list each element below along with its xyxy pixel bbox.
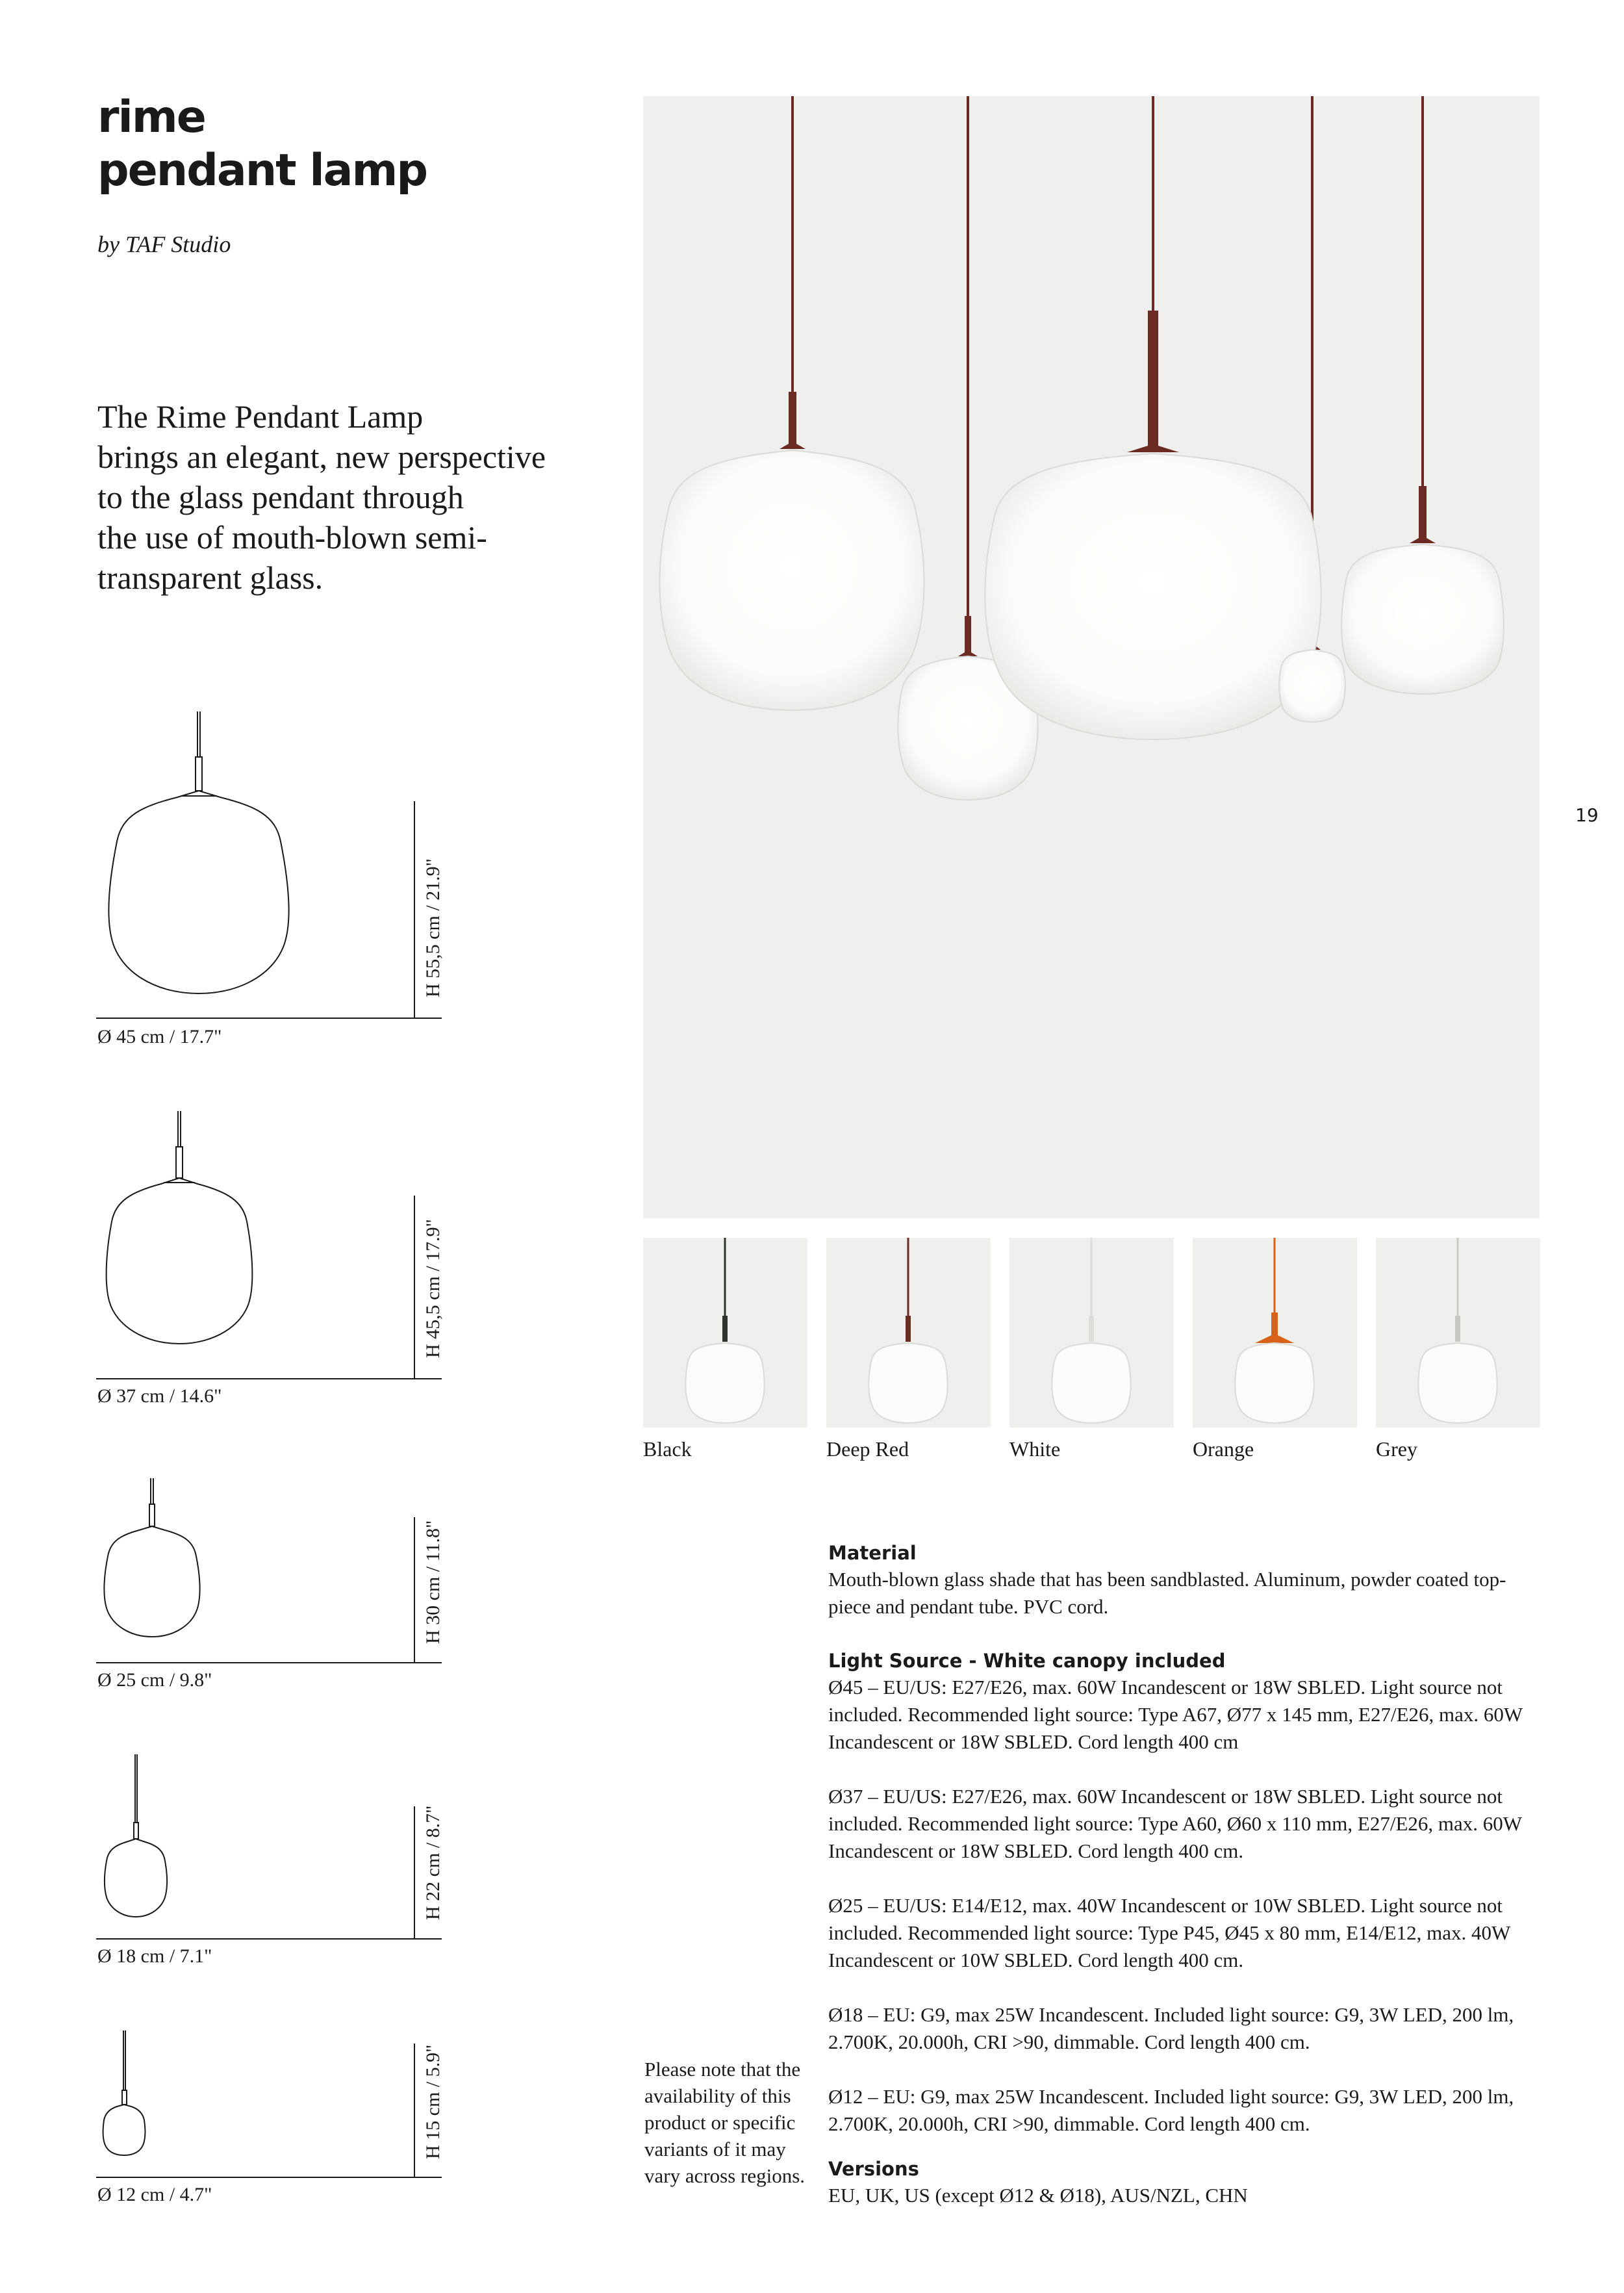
height-label: H 45,5 cm / 17.9" xyxy=(422,1219,444,1358)
pendant-thumbnail-icon xyxy=(1193,1238,1357,1428)
lamp-outline-37-icon xyxy=(96,1111,447,1384)
intro-line: transparent glass. xyxy=(97,559,324,596)
swatch-grey[interactable] xyxy=(1376,1238,1540,1428)
diameter-label: Ø 25 cm / 9.8" xyxy=(97,1669,212,1691)
availability-note: Please note that the availability of this product or specific variants of it may vary across regions. xyxy=(644,2058,806,2187)
lamp-outline-18-icon xyxy=(96,1754,447,1956)
light-source-heading: Light Source - White canopy included xyxy=(828,1650,1226,1672)
lamp-outline-45-icon xyxy=(96,711,447,1023)
pendant-shade-large-left xyxy=(660,450,924,710)
designer-credit: by TAF Studio xyxy=(97,231,231,257)
size-diagram-18 xyxy=(96,1754,447,1988)
size-diagram-45 xyxy=(96,711,447,1075)
versions-heading: Versions xyxy=(828,2158,919,2180)
page-number: 19 xyxy=(1575,804,1599,826)
diameter-label: Ø 18 cm / 7.1" xyxy=(97,1945,212,1967)
page-title xyxy=(97,91,427,198)
pendant-shade-center-large xyxy=(985,454,1321,739)
swatch-orange[interactable] xyxy=(1193,1238,1357,1428)
spec-section xyxy=(828,1540,1540,2209)
intro-text xyxy=(97,396,617,598)
intro-line: to the glass pendant through xyxy=(97,479,464,515)
light-source-37: Ø37 – EU/US: E27/E26, max. 60W Incandescent or 18W SBLED. Light source not included. Recommended light source: Type A60, Ø60 x 110 mm, E27/E26, max. 60W Incandescent or 18W SBLED. Cord length 400 cm. xyxy=(828,1785,1522,1862)
height-label: H 15 cm / 5.9" xyxy=(422,2044,444,2159)
intro-line: The Rime Pendant Lamp xyxy=(97,398,424,435)
height-label: H 55,5 cm / 21.9" xyxy=(422,858,444,997)
pendant-group-illustration xyxy=(643,96,1540,1218)
material-text: Mouth-blown glass shade that has been sandblasted. Aluminum, powder coated top-piece and pendant tube. PVC cord. xyxy=(828,1568,1506,1618)
swatch-label-black: Black xyxy=(643,1437,692,1461)
versions-text: EU, UK, US (except Ø12 & Ø18), AUS/NZL, CHN xyxy=(828,2184,1248,2207)
intro-line: brings an elegant, new perspective xyxy=(97,439,546,475)
title-line-2: pendant lamp xyxy=(97,145,427,196)
swatch-black[interactable] xyxy=(643,1238,807,1428)
swatch-label-grey: Grey xyxy=(1376,1437,1417,1461)
material-heading: Material xyxy=(828,1542,917,1564)
hero-product-image xyxy=(643,96,1540,1218)
pendant-thumbnail-icon xyxy=(1376,1238,1540,1428)
light-source-45: Ø45 – EU/US: E27/E26, max. 60W Incandescent or 18W SBLED. Light source not included. Recommended light source: Type A67, Ø77 x 145 mm, E27/E26, max. 60W Incandescent or 18W SBLED. Cord length 400 cm xyxy=(828,1676,1523,1753)
pendant-thumbnail-icon xyxy=(1009,1238,1174,1428)
height-label: H 30 cm / 11.8" xyxy=(422,1520,444,1644)
intro-line: the use of mouth-blown semi- xyxy=(97,519,487,556)
light-source-25: Ø25 – EU/US: E14/E12, max. 40W Incandescent or 10W SBLED. Light source not included. Recommended light source: Type P45, Ø45 x 80 mm, E14/E12, max. 40W Incandescent or 10W SBLED. Cord length 400 cm. xyxy=(828,1894,1510,1971)
diameter-label: Ø 12 cm / 4.7" xyxy=(97,2184,212,2205)
pendant-thumbnail-icon xyxy=(643,1238,807,1428)
size-diagram-12 xyxy=(96,2030,447,2258)
swatch-label-white: White xyxy=(1009,1437,1061,1461)
lamp-outline-25-icon xyxy=(96,1478,447,1673)
title-line-1: rime xyxy=(97,92,205,143)
swatch-label-orange: Orange xyxy=(1193,1437,1254,1461)
size-diagram-25 xyxy=(96,1478,447,1706)
light-source-18: Ø18 – EU: G9, max 25W Incandescent. Included light source: G9, 3W LED, 200 lm, 2.700K, 20.000h, CRI >90, dimmable. Cord length 400 cm. xyxy=(828,2003,1514,2053)
diameter-label: Ø 37 cm / 14.6" xyxy=(97,1385,222,1407)
light-source-12: Ø12 – EU: G9, max 25W Incandescent. Included light source: G9, 3W LED, 200 lm, 2.700K, 20.000h, CRI >90, dimmable. Cord length 400 cm. xyxy=(828,2085,1514,2135)
diameter-label: Ø 45 cm / 17.7" xyxy=(97,1026,222,1047)
height-label: H 22 cm / 8.7" xyxy=(422,1805,444,1920)
swatch-label-deep-red: Deep Red xyxy=(826,1437,909,1461)
pendant-shade-medium-right xyxy=(1341,544,1504,694)
swatch-white[interactable] xyxy=(1009,1238,1174,1428)
swatch-deep-red[interactable] xyxy=(826,1238,991,1428)
size-diagram-37 xyxy=(96,1111,447,1416)
pendant-shade-small-right xyxy=(1279,650,1345,722)
pendant-thumbnail-icon xyxy=(826,1238,991,1428)
